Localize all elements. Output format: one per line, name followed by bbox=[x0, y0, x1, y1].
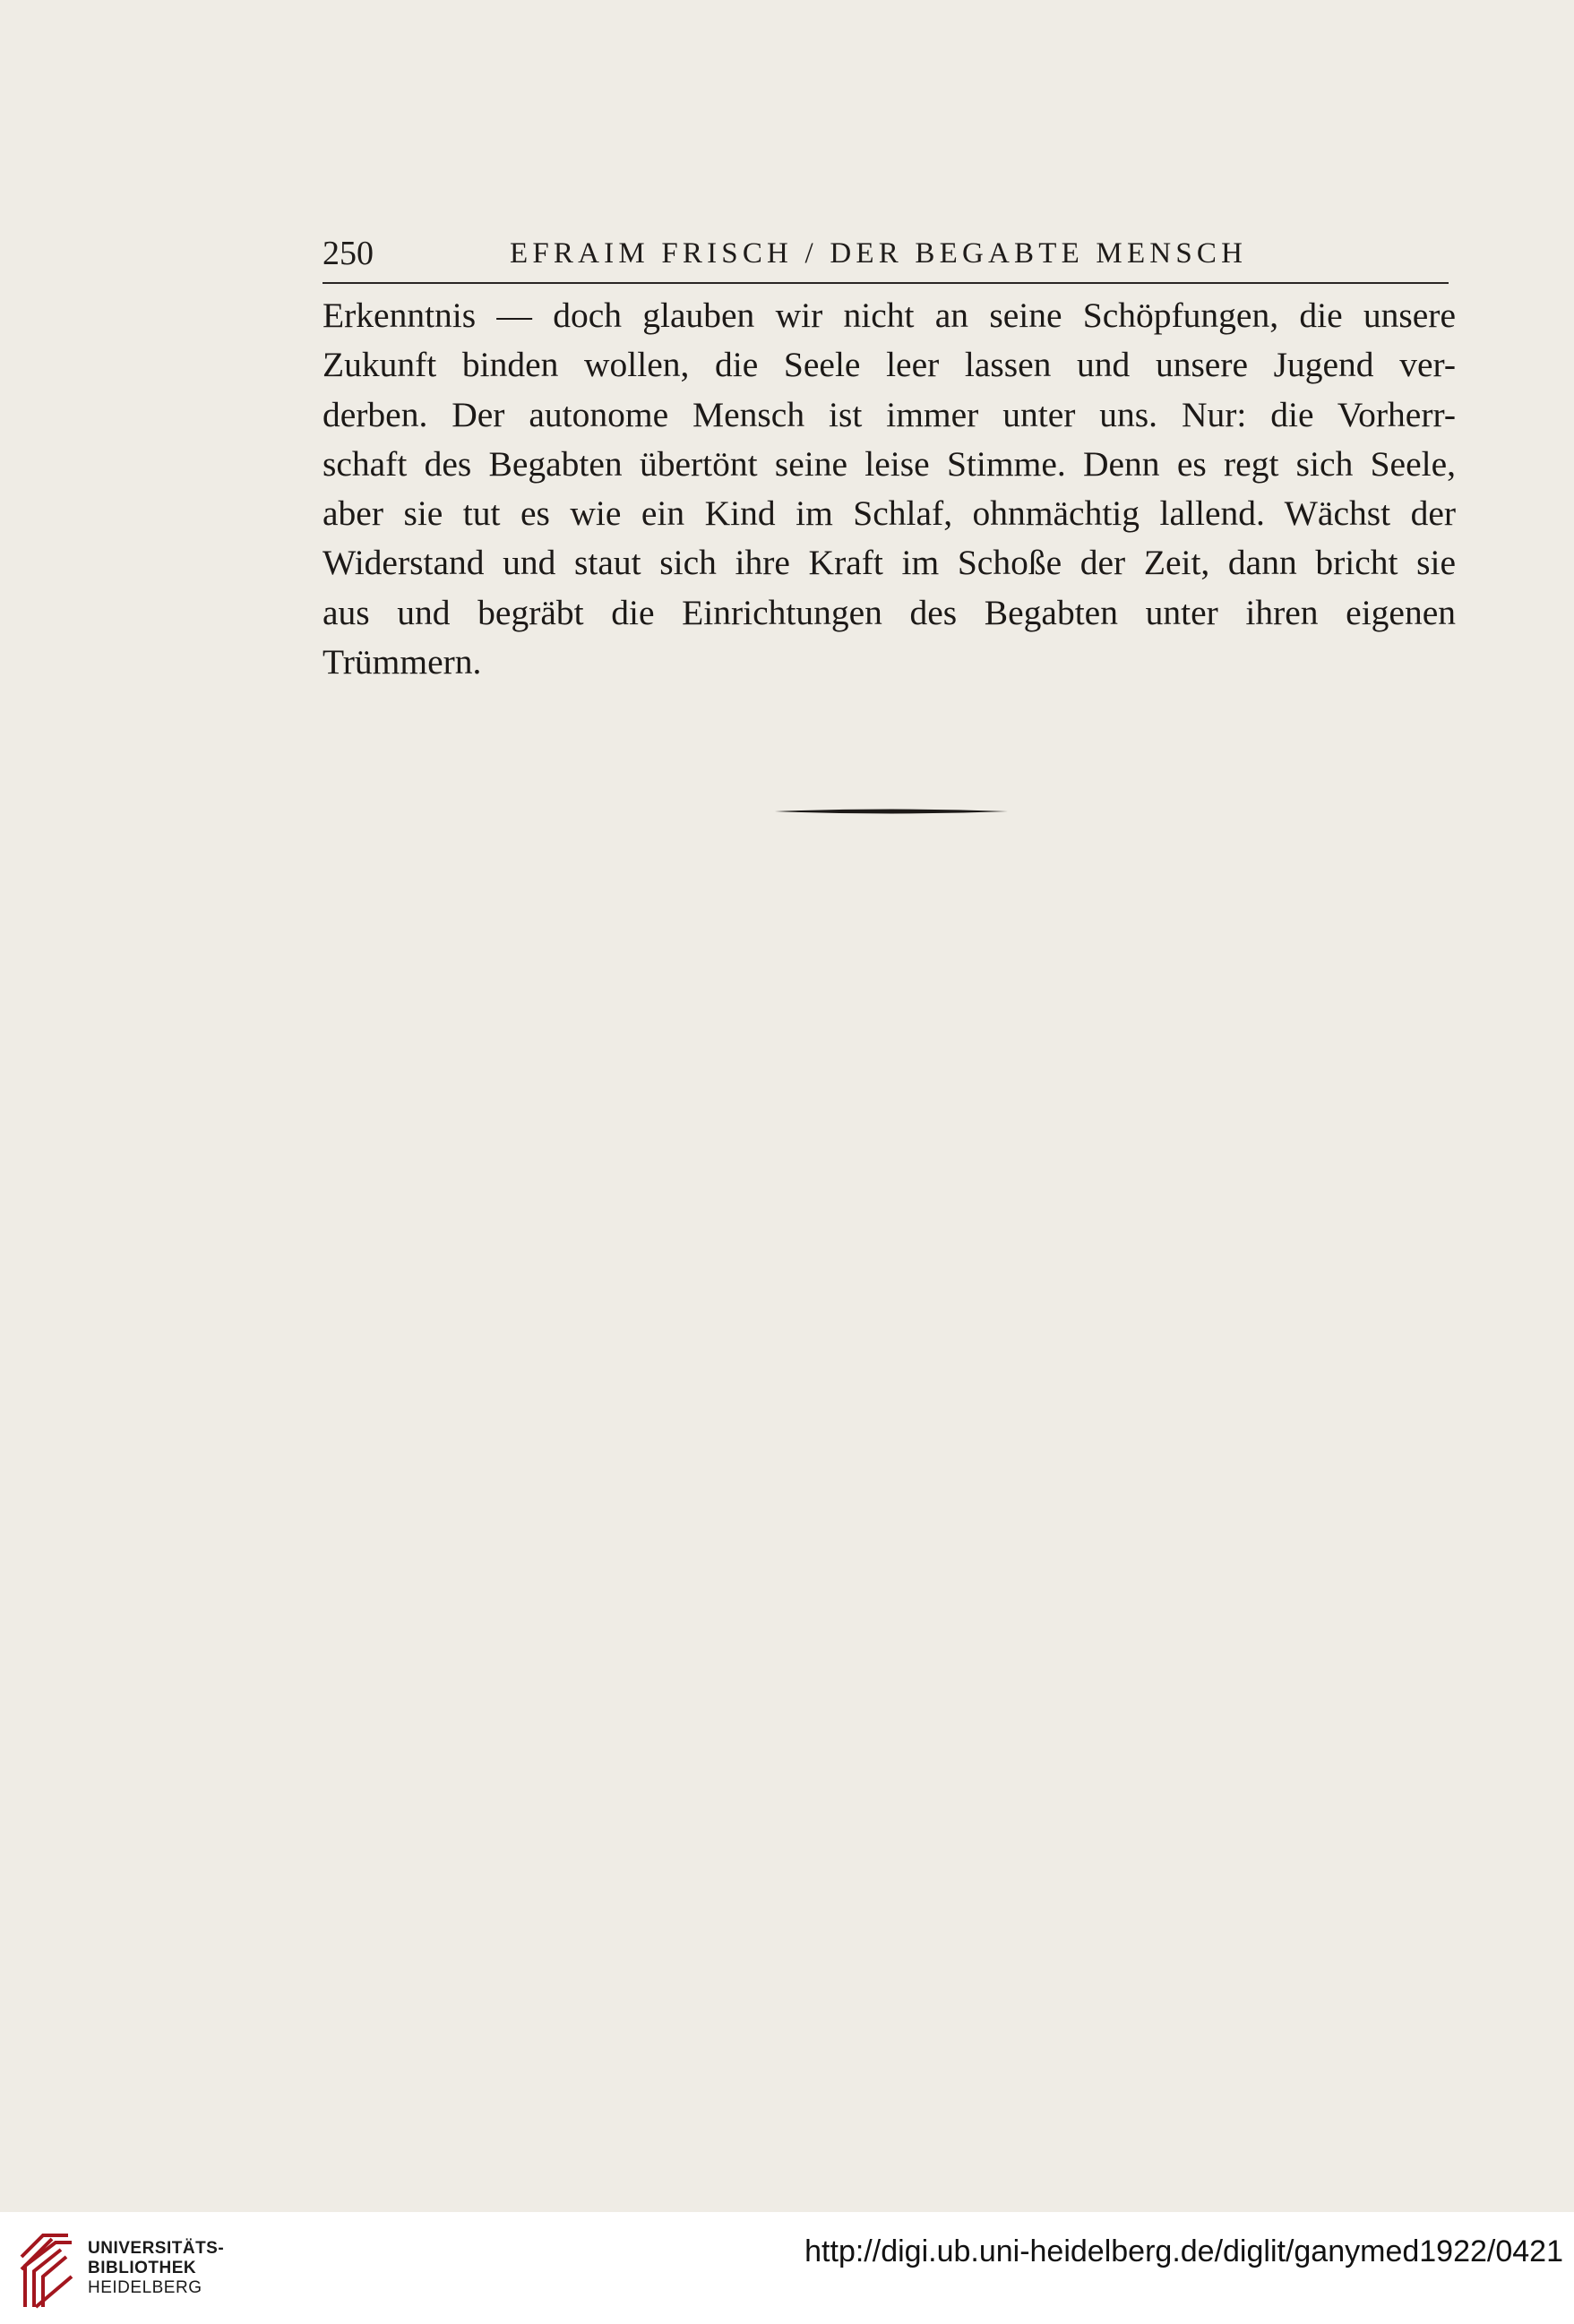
text-line: aus und begräbt die Einrichtungen des Begabten unter ihren eigenen bbox=[323, 592, 1456, 632]
text-line: Zukunft binden wollen, die Seele leer lassen und unsere Jugend ver- bbox=[323, 345, 1456, 385]
library-logo-icon bbox=[16, 2230, 77, 2311]
source-url-link[interactable]: http://digi.ub.uni-heidelberg.de/diglit/ganymed1922/0421 bbox=[804, 2234, 1563, 2268]
section-end-ornament bbox=[775, 808, 1008, 815]
logo-line: HEIDELBERG bbox=[88, 2278, 202, 2297]
text-line: Widerstand und staut sich ihre Kraft im Schoße der Zeit, dann bricht sie bbox=[323, 543, 1456, 583]
text-line: Trümmern. bbox=[323, 642, 482, 682]
running-header bbox=[323, 231, 1449, 276]
page-number: 250 bbox=[323, 235, 374, 272]
text-line: derben. Der autonome Mensch ist immer unter uns. Nur: die Vorherr- bbox=[323, 394, 1456, 434]
header-rule bbox=[323, 282, 1449, 284]
logo-line: UNIVERSITÄTS- bbox=[88, 2239, 225, 2258]
text-line: schaft des Begabten übertönt seine leise Stimme. Denn es regt sich Seele, bbox=[323, 443, 1456, 484]
text-line: aber sie tut es wie ein Kind im Schlaf, ohnmächtig lallend. Wächst der bbox=[323, 493, 1456, 534]
logo-line: BIBLIOTHEK bbox=[88, 2259, 197, 2277]
running-title: EFRAIM FRISCH / DER BEGABTE MENSCH bbox=[510, 237, 1248, 270]
library-logo-text bbox=[88, 2239, 224, 2298]
body-text bbox=[323, 291, 1456, 687]
text-line: Erkenntnis — doch glauben wir nicht an seine Schöpfungen, die unsere bbox=[323, 296, 1456, 335]
